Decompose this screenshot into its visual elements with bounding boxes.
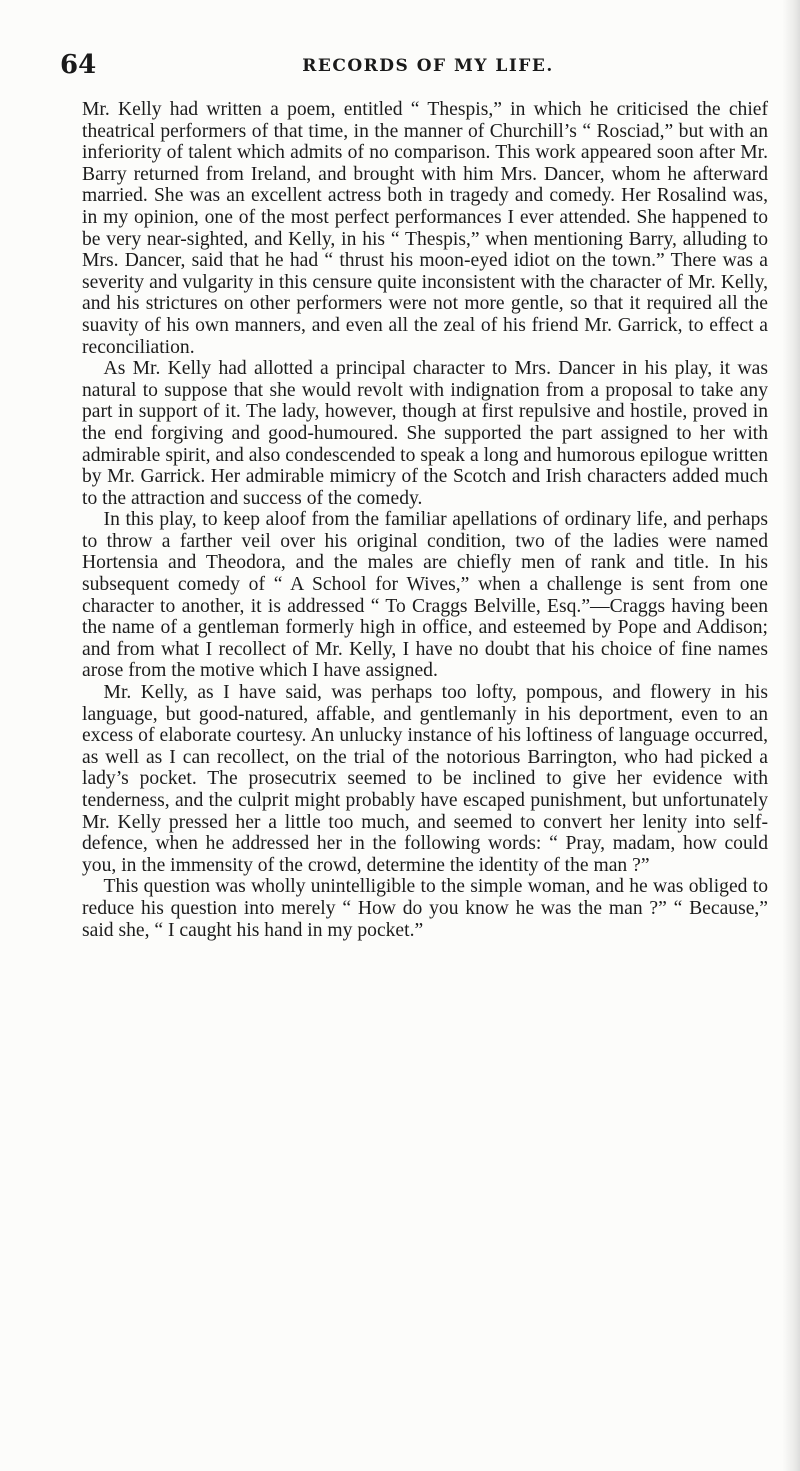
body-text xyxy=(82,99,768,941)
paragraph-1: Mr. Kelly had written a poem, entitled “ Thespis,” in which he criticised the chief theatrical performers of that time, in the manner of Churchill’s “ Rosciad,” but with an inferiority of talent which admits of no comparison. This work appeared soon after Mr. Barry returned from Ireland, and brought with him Mrs. Dancer, whom he afterward married. She was an excellent actress both in tragedy and comedy. Her Rosalind was, in my opinion, one of the most perfect performances I ever attended. She happened to be very near-sighted, and Kelly, in his “ Thespis,” when mentioning Barry, alluding to Mrs. Dancer, said that he had “ thrust his moon-eyed idiot on the town.” There was a severity and vulgarity in this censure quite inconsistent with the character of Mr. Kelly, and his strictures on other performers were not more gentle, so that it required all the suavity of his own manners, and even all the zeal of his friend Mr. Garrick, to effect a reconciliation. xyxy=(82,99,768,358)
paragraph-3: In this play, to keep aloof from the familiar apellations of ordinary life, and perhaps to throw a farther veil over his original condition, two of the ladies were named Hortensia and Theodora, and the males are chiefly men of rank and title. In his subsequent comedy of “ A School for Wives,” when a challenge is sent from one character to another, it is addressed “ To Craggs Belville, Esq.”—Craggs having been the name of a gentleman formerly high in office, and esteemed by Pope and Addison; and from what I recollect of Mr. Kelly, I have no doubt that his choice of fine names arose from the motive which I have assigned. xyxy=(82,509,768,682)
page-edge-shadow xyxy=(782,0,800,1471)
paragraph-5: This question was wholly unintelligible to the simple woman, and he was obliged to reduce his question into merely “ How do you know he was the man ?” “ Because,” said she, “ I caught his hand in my pocket.” xyxy=(82,876,768,941)
paragraph-4: Mr. Kelly, as I have said, was perhaps too lofty, pompous, and flowery in his language, but good-natured, affable, and gentlemanly in his deportment, even to an excess of elaborate courtesy. An unlucky instance of his loftiness of language occurred, as well as I can recollect, on the trial of the notorious Barrington, who had picked a lady’s pocket. The prosecutrix seemed to be inclined to give her evidence with tenderness, and the culprit might probably have escaped punishment, but unfortunately Mr. Kelly pressed her a little too much, and seemed to convert her lenity into self-defence, when he addressed her in the following words: “ Pray, madam, how could you, in the immensity of the crowd, determine the identity of the man ?” xyxy=(82,682,768,876)
page-header xyxy=(60,50,766,80)
paragraph-2: As Mr. Kelly had allotted a principal character to Mrs. Dancer in his play, it was natural to suppose that she would revolt with indignation from a proposal to take any part in support of it. The lady, however, though at first repulsive and hostile, proved in the end forgiving and good-humoured. She supported the part assigned to her with admirable spirit, and also condescended to speak a long and humorous epilogue written by Mr. Garrick. Her admirable mimicry of the Scotch and Irish characters added much to the attraction and success of the comedy. xyxy=(82,358,768,509)
running-head: RECORDS OF MY LIFE. xyxy=(302,56,554,76)
page-number: 64 xyxy=(60,50,97,80)
